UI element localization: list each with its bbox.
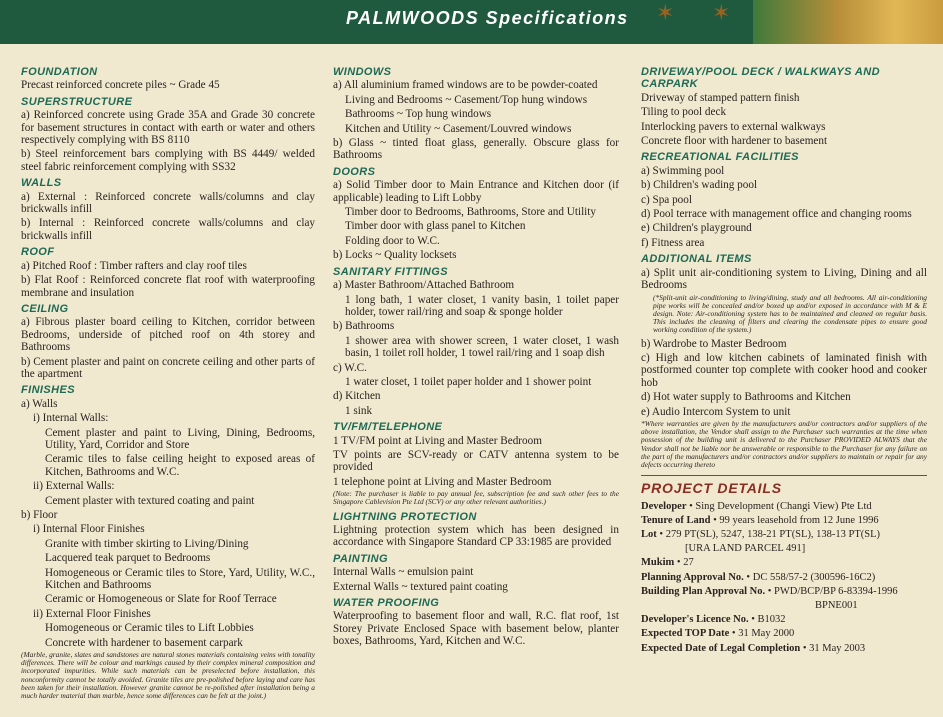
column-middle (333, 64, 619, 650)
detail-top: Expected TOP Date • 31 May 2000 (641, 628, 795, 640)
sanitary-d: d) Kitchen (333, 390, 381, 403)
sanitary-c-text: 1 water closet, 1 toilet paper holder and 1 shower point (345, 375, 592, 388)
doors-a4: Folding door to W.C. (345, 234, 440, 247)
project-details-list (641, 500, 927, 656)
lightning-text: Lightning protection system which has been designed in accordance with Singapore Standard CP 33:1985 are provided (333, 524, 619, 549)
recreational-e: e) Children's playground (641, 222, 752, 235)
driveway-3: Interlocking pavers to external walkways (641, 120, 826, 133)
sanitary-a-text: 1 long bath, 1 water closet, 1 vanity basin, 1 toilet paper holder, tower rail/ring and soap & sponge holder (345, 293, 619, 318)
warranty-note: *Where warranties are given by the manufacturers and/or contractors and/or suppliers of the above installation, the Vendor shall assign to the Purchaser such warranties at the time when possession of the building unit is delivered to the Purchaser PROVIDED ALWAYS that the Vendor shall not be liable nor be answerable or responsible to the Purchaser for any failure on the part of the manufacturers and/or contractors and/or suppliers to maintain or repair for any defects occurring thereto (641, 418, 927, 469)
detail-legal: Expected Date of Legal Completion • 31 May 2003 (641, 642, 866, 654)
foundation-text: Precast reinforced concrete piles ~ Grade 45 (21, 79, 220, 92)
finishes-if-1: Granite with timber skirting to Living/Dining (45, 537, 249, 550)
finishes-note: (Marble, granite, slates and sandstones are natural stones materials containing veins with tonality differences. There will be colour and markings caused by their complex mineral composition and incorporated impurities. While such materials can be preselected before installation, this nonconformity cannot be totally avoided. Granite tiles are pre-polished before laying and care has been taken for their installation. However granite cannot be re-polished after installation being a much harder material than marble, hence some differences can be felt at the joint.) (21, 650, 315, 701)
finishes-internal-walls: i) Internal Walls: (33, 412, 109, 425)
recreational-f: f) Fitness area (641, 236, 705, 249)
painting-1: Internal Walls ~ emulsion paint (333, 566, 474, 579)
detail-tenure: Tenure of Land • 99 years leasehold from 12 June 1996 (641, 514, 879, 526)
detail-building-2: BPNE001 (815, 600, 858, 611)
superstructure-b: b) Steel reinforcement bars complying with BS 4449/ welded steel fabric reinforcement complying with SS32 (21, 148, 315, 173)
heading-waterproofing: WATER PROOFING (333, 597, 440, 610)
finishes-if-4: Ceramic or Homogeneous or Slate for Roof Terrace (45, 593, 277, 606)
finishes-external-walls: ii) External Walls: (33, 480, 115, 493)
detail-planning: Planning Approval No. • DC 558/57-2 (300596-16C2) (641, 571, 876, 583)
additional-a: a) Split unit air-conditioning system to Living, Dining and all Bedrooms (641, 266, 927, 292)
detail-value: Sing Development (Changi View) Pte Ltd (695, 500, 872, 512)
heading-walls: WALLS (21, 177, 62, 190)
heading-painting: PAINTING (333, 552, 388, 565)
sanitary-c: c) W.C. (333, 361, 367, 374)
divider (641, 475, 927, 476)
finishes-ef-2: Concrete with hardener to basement carpark (45, 636, 243, 649)
finishes-iw-1: Cement plaster and paint to Living, Dining, Bedrooms, Utility, Yard, Corridor and Store (45, 426, 315, 451)
finishes-external-floor: ii) External Floor Finishes (33, 607, 151, 620)
heading-recreational: RECREATIONAL FACILITIES (641, 151, 799, 164)
detail-value: PWD/BCP/BP 6-83394-1996 (774, 585, 898, 597)
detail-mukim: Mukim • 27 (641, 557, 694, 569)
heading-foundation: FOUNDATION (21, 66, 98, 78)
sanitary-d-text: 1 sink (345, 404, 373, 417)
sanitary-a: a) Master Bathroom/Attached Bathroom (333, 279, 515, 292)
detail-label: Tenure of Land (641, 514, 711, 526)
detail-label: Expected Date of Legal Completion (641, 642, 801, 654)
detail-building: Building Plan Approval No. • PWD/BCP/BP 6-83394-1996 (641, 585, 898, 597)
heading-roof: ROOF (21, 246, 55, 259)
heading-lightning: LIGHTNING PROTECTION (333, 510, 477, 523)
column-left (21, 64, 315, 703)
additional-b: b) Wardrobe to Master Bedroom (641, 337, 787, 350)
doors-b: b) Locks ~ Quality locksets (333, 249, 457, 262)
finishes-internal-floor: i) Internal Floor Finishes (33, 523, 145, 536)
heading-tv: TV/FM/TELEPHONE (333, 421, 443, 434)
detail-value: 279 PT(SL), 5247, 138-21 PT(SL), 138-13 PT(SL) (665, 528, 881, 540)
page-title: PALMWOODS Specifications (346, 8, 629, 28)
heading-sanitary: SANITARY FITTINGS (333, 265, 448, 278)
tv-2: TV points are SCV-ready or CATV antenna system to be provided (333, 448, 619, 474)
windows-a3: Bathrooms ~ Top hung windows (345, 108, 492, 121)
heading-ceiling: CEILING (21, 302, 69, 315)
tv-1: 1 TV/FM point at Living and Master Bedroom (333, 434, 542, 447)
doors-a3: Timber door with glass panel to Kitchen (345, 220, 526, 233)
recreational-a: a) Swimming pool (641, 164, 725, 177)
heading-windows: WINDOWS (333, 66, 392, 78)
walls-b: b) Internal : Reinforced concrete walls/columns and clay brickwalls infill (21, 217, 315, 242)
roof-b: b) Flat Roof : Reinforced concrete flat roof with waterproofing membrane and insulation (21, 274, 315, 299)
doors-a2: Timber door to Bedrooms, Bathrooms, Store and Utility (345, 206, 596, 219)
detail-label: Developer (641, 500, 687, 512)
recreational-b: b) Children's wading pool (641, 179, 758, 192)
detail-label: Expected TOP Date (641, 628, 730, 640)
finishes-iw-2: Ceramic tiles to false ceiling height to exposed areas of Kitchen, Bathrooms and W.C. (45, 453, 315, 478)
windows-a1: a) All aluminium framed windows are to be powder-coated (333, 79, 598, 92)
sanitary-b: b) Bathrooms (333, 320, 395, 333)
detail-value: 99 years leasehold from 12 June 1996 (719, 514, 879, 526)
heading-project-details: PROJECT DETAILS (641, 480, 782, 497)
detail-value: B1032 (757, 614, 786, 626)
bird-icon: ✶ (656, 0, 675, 25)
additional-e: e) Audio Intercom System to unit (641, 405, 791, 418)
detail-label: Building Plan Approval No. (641, 585, 766, 597)
detail-value: DC 558/57-2 (300596-16C2) (752, 571, 876, 583)
heading-driveway: DRIVEWAY/POOL DECK / WALKWAYS AND CARPARK (641, 66, 880, 91)
detail-label: Mukim (641, 557, 675, 569)
detail-developer: Developer • Sing Development (Changi View) Pte Ltd (641, 500, 872, 512)
heading-additional: ADDITIONAL ITEMS (641, 253, 752, 266)
superstructure-a: a) Reinforced concrete using Grade 35A and Grade 30 concrete for basement structures in contact with earth or water and others respectively complying with BS 8110 (21, 109, 315, 147)
recreational-d: d) Pool terrace with management office and changing rooms (641, 208, 912, 221)
header-decoration (753, 0, 943, 44)
windows-a2: Living and Bedrooms ~ Casement/Top hung windows (345, 93, 588, 106)
waterproofing-text: Waterproofing to basement floor and wall, R.C. flat roof, 1st Storey Private Enclosed Space with basement below, planter boxes, Bathrooms, Yard, Kitchen and W.C. (333, 610, 619, 648)
painting-2: External Walls ~ textured paint coating (333, 580, 508, 593)
tv-note: (Note: The purchaser is liable to pay annual fee, subscription fee and such other fees to the Singapore Cablevision Pte Ltd (SCV) or any other relevant authorities.) (333, 489, 619, 507)
driveway-4: Concrete floor with hardener to basement (641, 135, 828, 148)
tv-3: 1 telephone point at Living and Master Bedroom (333, 475, 552, 488)
finishes-walls: a) Walls (21, 397, 58, 410)
detail-label: Developer's Licence No. (641, 614, 749, 626)
finishes-floor: b) Floor (21, 509, 58, 521)
detail-value: 27 (683, 557, 694, 569)
detail-label: Lot (641, 528, 657, 540)
column-right (641, 64, 927, 656)
detail-lot-parcel: [URA LAND PARCEL 491] (685, 543, 806, 555)
windows-a4: Kitchen and Utility ~ Casement/Louvred windows (345, 122, 572, 135)
finishes-if-3: Homogeneous or Ceramic tiles to Store, Yard, Utility, W.C., Kitchen and Bathrooms (45, 566, 315, 592)
driveway-2: Tiling to pool deck (641, 106, 727, 119)
sanitary-b-text: 1 shower area with shower screen, 1 water closet, 1 wash basin, 1 toilet roll holder, 1 towel rail/ring and 1 soap dish (345, 334, 619, 360)
recreational-c: c) Spa pool (641, 193, 692, 206)
header-banner (0, 0, 943, 44)
additional-d: d) Hot water supply to Bathrooms and Kitchen (641, 391, 851, 404)
roof-a: a) Pitched Roof : Timber rafters and clay roof tiles (21, 259, 247, 272)
finishes-if-2: Lacquered teak parquet to Bedrooms (45, 552, 211, 565)
finishes-ew-1: Cement plaster with textured coating and paint (45, 494, 255, 507)
detail-lot: Lot • 279 PT(SL), 5247, 138-21 PT(SL), 138-13 PT(SL) (641, 528, 881, 540)
detail-value: 31 May 2000 (738, 628, 795, 640)
finishes-ef-1: Homogeneous or Ceramic tiles to Lift Lobbies (45, 622, 254, 635)
detail-label: Planning Approval No. (641, 571, 744, 583)
detail-licence: Developer's Licence No. • B1032 (641, 614, 786, 626)
ceiling-b: b) Cement plaster and paint on concrete ceiling and other parts of the apartment (21, 355, 315, 380)
heading-finishes: FINISHES (21, 384, 75, 397)
additional-c: c) High and low kitchen cabinets of laminated finish with postformed counter top complete with cooker hood and cooker hob (641, 351, 927, 389)
additional-a-note: (*Split-unit air-conditioning to living/dining, study and all bedrooms. All air-conditioning pipe works will be concealed and/or boxed up and/or exposed in accordance with M & E design. Note: Air-conditioning system has to be maintained and cleaned on regular basis. This includes the cleaning of filters and clearing the condensate pipes to ensure good working condition of the system.) (653, 292, 927, 335)
driveway-1: Driveway of stamped pattern finish (641, 91, 800, 104)
bird-icon: ✶ (712, 0, 731, 25)
detail-value: 31 May 2003 (809, 642, 866, 654)
heading-superstructure: SUPERSTRUCTURE (21, 95, 133, 108)
ceiling-a: a) Fibrous plaster board ceiling to Kitchen, corridor between Bedrooms, underside of pitched roof on 4th storey and Bathrooms (21, 316, 315, 354)
heading-doors: DOORS (333, 165, 376, 178)
walls-a: a) External : Reinforced concrete walls/columns and clay brickwalls infill (21, 190, 315, 216)
windows-b: b) Glass ~ tinted float glass, generally. Obscure glass for Bathrooms (333, 137, 619, 162)
doors-a1: a) Solid Timber door to Main Entrance and Kitchen door (if applicable) leading to Lift Lobby (333, 179, 619, 204)
